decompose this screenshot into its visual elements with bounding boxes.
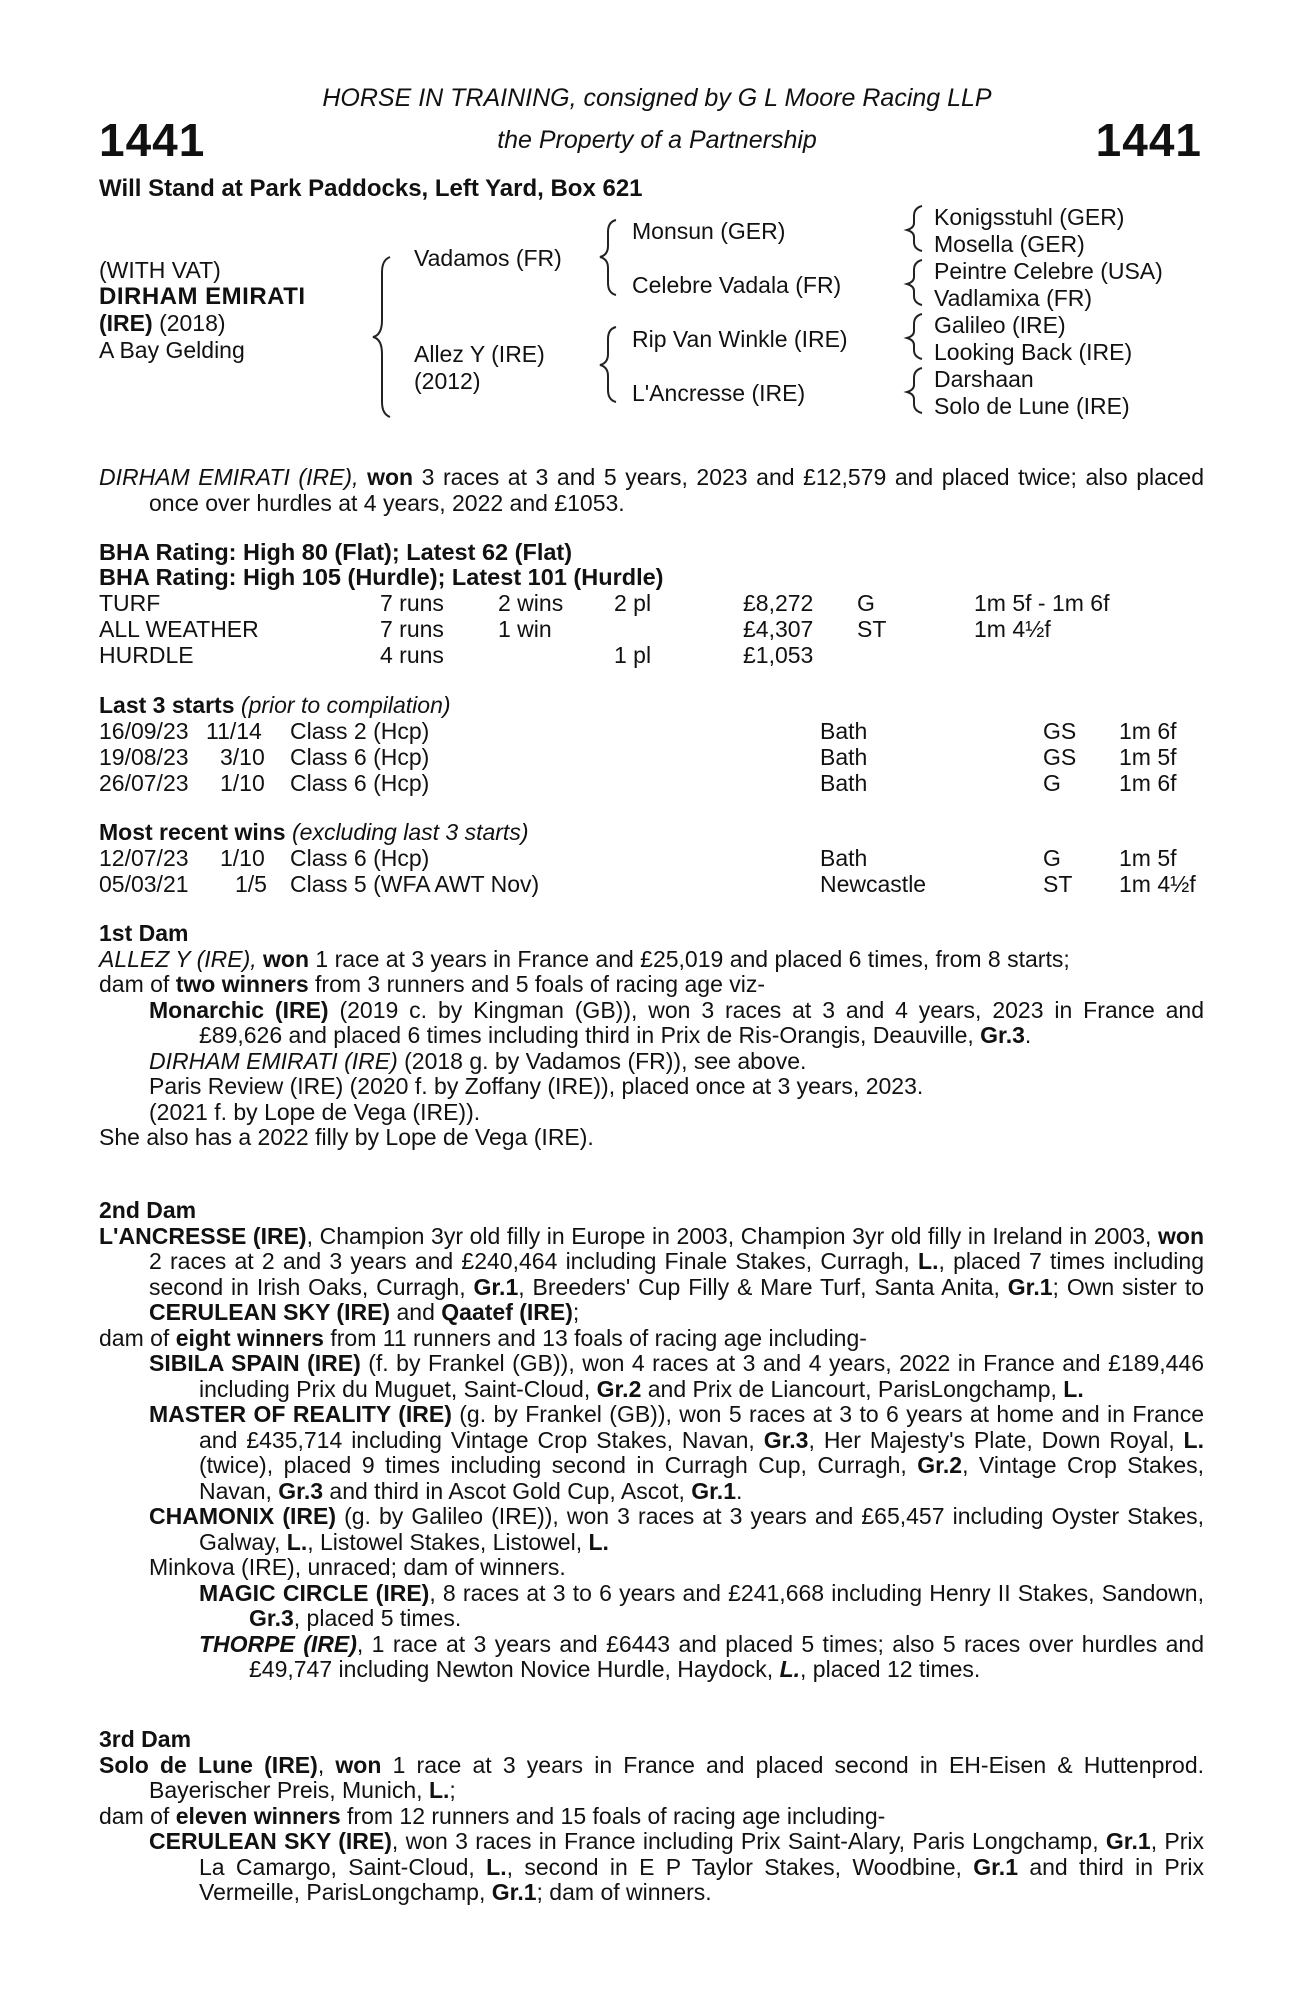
produce-name: CERULEAN SKY (IRE) <box>149 1828 392 1854</box>
granddam-maternal: L'Ancresse (IRE) <box>632 380 806 406</box>
start-course: Bath <box>820 718 868 744</box>
win-distance: 1m 5f <box>1119 845 1177 871</box>
t: . <box>736 1477 743 1504</box>
record-prize: £4,307 <box>743 616 814 642</box>
horse-year: (2018) <box>159 310 226 336</box>
win-position: 1/10 <box>220 845 265 871</box>
t: , Listowel Stakes, Listowel, <box>307 1528 589 1555</box>
produce-name: THORPE (IRE) <box>199 1630 357 1657</box>
win-class: Class 6 (Hcp) <box>290 845 430 871</box>
start-course: Bath <box>820 770 868 796</box>
record-row-hurdle <box>99 643 1209 669</box>
grade-label: Gr.3 <box>763 1426 809 1453</box>
third-dam-title: 3rd Dam <box>99 1726 192 1752</box>
rating-hurdle: BHA Rating: High 105 (Hurdle); Latest 101 (Hurdle) <box>99 564 664 590</box>
produce-name: CHAMONIX (IRE) <box>149 1503 336 1529</box>
gen3-4: Vadlamixa (FR) <box>934 285 1093 311</box>
recent-wins-note: (excluding last 3 starts) <box>285 819 529 845</box>
gen3-8: Solo de Lune (IRE) <box>934 393 1130 419</box>
horse-name: DIRHAM EMIRATI <box>99 283 306 310</box>
t: (twice), placed 9 times including second in Curragh Cup, Curragh, <box>199 1452 918 1478</box>
won: won <box>1158 1222 1204 1249</box>
first-dam-section <box>99 921 1204 1151</box>
recent-wins-title: Most recent wins <box>99 819 286 845</box>
record-surface: HURDLE <box>99 642 194 668</box>
record-distance: 1m 4½f <box>974 616 1051 642</box>
start-distance: 1m 6f <box>1119 718 1177 744</box>
dam1-name: ALLEZ Y (IRE), <box>99 945 257 972</box>
start-going: GS <box>1043 718 1077 744</box>
dam3-name: Solo de Lune (IRE) <box>99 1751 318 1778</box>
start-going: GS <box>1043 744 1077 770</box>
start-position: 11/14 <box>206 718 262 744</box>
gen3-2: Mosella (GER) <box>934 231 1085 257</box>
grade-label: Gr.2 <box>596 1375 642 1402</box>
dam1-produce-text: from 3 runners and 5 foals of racing age viz- <box>308 971 766 997</box>
dam1-note: She also has a 2022 filly by Lope de Vega (IRE). <box>99 1124 594 1150</box>
win-going: G <box>1043 845 1061 871</box>
produce-magic-circle <box>99 1581 1204 1632</box>
sire-name: Vadamos (FR) <box>414 245 562 271</box>
produce-chamonix <box>99 1504 1204 1555</box>
record-wins: 2 wins <box>498 590 564 616</box>
start-course: Bath <box>820 744 868 770</box>
t: and third in Prix Vermeille, ParisLongchamp, <box>199 1853 1204 1905</box>
lot-number-left: 1441 <box>99 114 206 166</box>
t: and third in Ascot Gold Cup, Ascot, <box>323 1477 692 1504</box>
gen3-5: Galileo (IRE) <box>934 312 1066 338</box>
last-starts-heading <box>99 693 451 719</box>
dam2-name: L'ANCRESSE (IRE) <box>99 1222 307 1249</box>
t: , 8 races at 3 to 6 years and £241,668 including Henry II Stakes, Sandown, <box>429 1579 1204 1606</box>
punct: . <box>1024 1022 1032 1048</box>
t: ; <box>449 1777 456 1803</box>
record-row-all-weather <box>99 617 1209 643</box>
t: , placed 5 times. <box>293 1605 462 1631</box>
produce-sibila <box>99 1351 1204 1402</box>
record-going: ST <box>857 616 887 642</box>
t: , placed 7 times including second in Irish Oaks, Curragh, <box>149 1248 1204 1300</box>
listed: L. <box>286 1528 308 1555</box>
record-placed: 1 pl <box>614 642 652 668</box>
t: dam of <box>99 1802 176 1829</box>
start-date: 26/07/23 <box>99 770 189 796</box>
listed: L. <box>779 1656 801 1682</box>
rating-flat: BHA Rating: High 80 (Flat); Latest 62 (Flat) <box>99 539 573 565</box>
produce-monarchic <box>99 998 1204 1049</box>
listed: L. <box>428 1777 450 1803</box>
t: , Vintage Crop Stakes, Navan, <box>199 1452 1204 1504</box>
record-runs: 7 runs <box>380 616 444 642</box>
grandsire-maternal: Rip Van Winkle (IRE) <box>632 326 848 352</box>
grade-label: Gr.1 <box>491 1879 537 1905</box>
win-class: Class 5 (WFA AWT Nov) <box>290 871 540 897</box>
produce-2021: (2021 f. by Lope de Vega (IRE)). <box>149 1098 481 1125</box>
gen3-1: Konigsstuhl (GER) <box>934 204 1125 230</box>
produce-text: (2019 c. by Kingman (GB)), won 3 races at 3 and 4 years, 2023 in France and £89,626 and placed 6 times including third in Prix de Ris-Orangis, Deauville, <box>199 996 1204 1048</box>
t: and <box>390 1299 442 1325</box>
grade-label: Gr.1 <box>1105 1828 1151 1854</box>
start-row <box>99 745 1209 771</box>
vat-label: (WITH VAT) <box>99 257 221 283</box>
won: won <box>335 1751 382 1778</box>
start-class: Class 2 (Hcp) <box>290 718 430 744</box>
t: ; dam of winners. <box>536 1879 712 1905</box>
t: ; <box>572 1299 580 1325</box>
start-date: 19/08/23 <box>99 744 189 770</box>
produce-name: DIRHAM EMIRATI (IRE) <box>149 1047 398 1074</box>
start-date: 16/09/23 <box>99 718 189 744</box>
recent-wins-heading <box>99 820 528 846</box>
record-placed: 2 pl <box>614 590 652 616</box>
produce-name: MAGIC CIRCLE (IRE) <box>199 1579 430 1606</box>
second-dam-title: 2nd Dam <box>99 1197 197 1223</box>
produce-cerulean-sky <box>99 1829 1204 1906</box>
first-dam-title: 1st Dam <box>99 920 189 946</box>
win-date: 12/07/23 <box>99 845 189 871</box>
produce-name: Monarchic (IRE) <box>149 996 329 1023</box>
grandsire-paternal: Monsun (GER) <box>632 218 786 244</box>
start-distance: 1m 5f <box>1119 744 1177 770</box>
grade-label: Gr.1 <box>1007 1273 1053 1300</box>
t: , 1 race at 3 years and £6443 and placed 5 times; also 5 races over hurdles and £49,747 including Newton Novice Hurdle, Haydock, <box>249 1630 1204 1682</box>
produce-master-of-reality <box>99 1402 1204 1504</box>
record-distance: 1m 5f - 1m 6f <box>974 590 1110 616</box>
record-row-turf <box>99 591 1209 617</box>
t: (g. by Galileo (IRE)), won 3 races at 3 years and £65,457 including Oyster Stakes, Galway, <box>199 1503 1204 1555</box>
stand-location: Will Stand at Park Paddocks, Left Yard, Box 621 <box>99 175 643 202</box>
start-position: 1/10 <box>220 770 265 796</box>
t: (g. by Frankel (GB)), won 5 races at 3 to 6 years at home and in France and £435,714 including Vintage Crop Stakes, Navan, <box>199 1401 1205 1453</box>
start-distance: 1m 6f <box>1119 770 1177 796</box>
record-runs: 7 runs <box>380 590 444 616</box>
produce-paris-review: Paris Review (IRE) (2020 f. by Zoffany (IRE)), placed once at 3 years, 2023. <box>149 1073 924 1099</box>
t: , won 3 races in France including Prix Saint-Alary, Paris Longchamp, <box>391 1828 1106 1854</box>
grade-label: Gr.1 <box>691 1477 736 1504</box>
listed: L. <box>588 1528 609 1555</box>
grade-label: Gr.3 <box>278 1477 324 1504</box>
win-position: 1/5 <box>235 871 267 897</box>
win-course: Bath <box>820 845 868 871</box>
t: , Breeders' Cup Filly & Mare Turf, Santa Anita, <box>518 1273 1008 1300</box>
win-row <box>99 872 1209 898</box>
win-date: 05/03/21 <box>99 871 189 897</box>
third-dam-section <box>99 1727 1204 1906</box>
listed: L. <box>1063 1375 1084 1402</box>
consignor-line: HORSE IN TRAINING, consigned by G L Moore Racing LLP <box>322 84 992 112</box>
t: from 11 runners and 13 foals of racing age including- <box>323 1324 867 1351</box>
record-wins: 1 win <box>498 616 552 642</box>
sibling: CERULEAN SKY (IRE) <box>149 1299 391 1325</box>
start-going: G <box>1043 770 1061 796</box>
summary-horse: DIRHAM EMIRATI (IRE), <box>99 464 359 490</box>
t: ; Own sister to <box>1052 1273 1205 1300</box>
t: , second in E P Taylor Stakes, Woodbine, <box>506 1853 974 1880</box>
horse-description: A Bay Gelding <box>99 337 245 363</box>
produce-name: MASTER OF REALITY (IRE) <box>149 1401 452 1427</box>
t: from 12 runners and 15 foals of racing age including- <box>340 1802 886 1829</box>
dam3-winners: eleven winners <box>175 1802 341 1829</box>
record-prize: £1,053 <box>743 642 814 668</box>
dam2-record <box>99 1224 1204 1326</box>
grade-label: Gr.2 <box>917 1452 963 1478</box>
record-surface: ALL WEATHER <box>99 616 259 642</box>
grade-label: Gr.1 <box>473 1273 519 1300</box>
record-going: G <box>857 590 875 616</box>
t: dam of <box>99 1324 176 1351</box>
t: , Champion 3yr old filly in Europe in 2003, Champion 3yr old filly in Ireland in 2003, <box>306 1222 1158 1249</box>
dam2-winners: eight winners <box>175 1324 324 1351</box>
produce-thorpe <box>99 1632 1204 1683</box>
dam1-record: 1 race at 3 years in France and £25,019 and placed 6 times, from 8 starts; <box>309 945 1070 972</box>
grade-label: Gr.3 <box>249 1605 294 1631</box>
start-class: Class 6 (Hcp) <box>290 770 430 796</box>
summary-won: won <box>367 464 414 490</box>
t: (f. by Frankel (GB)), won 4 races at 3 and 4 years, 2022 in France and £189,446 including Prix du Muguet, Saint-Cloud, <box>199 1350 1205 1402</box>
race-summary <box>99 465 1204 516</box>
dam1-winners: two winners <box>175 971 309 997</box>
grade-label: Gr.1 <box>973 1853 1018 1880</box>
start-row <box>99 771 1209 797</box>
gen3-3: Peintre Celebre (USA) <box>934 258 1163 284</box>
win-distance: 1m 4½f <box>1119 871 1196 897</box>
win-course: Newcastle <box>820 871 927 897</box>
last-starts-title: Last 3 starts <box>99 692 235 718</box>
horse-suffix: (IRE) <box>99 310 153 336</box>
produce-dirham <box>99 1049 1204 1075</box>
t: and Prix de Liancourt, ParisLongchamp, <box>641 1375 1064 1402</box>
dam1-produce-prefix: dam of <box>99 971 176 997</box>
t: , Prix La Camargo, Saint-Cloud, <box>199 1828 1204 1880</box>
gen3-6: Looking Back (IRE) <box>934 339 1133 365</box>
t: , Her Majesty's Plate, Down Royal, <box>808 1426 1184 1453</box>
last-starts-note: (prior to compilation) <box>234 692 451 718</box>
property-line: the Property of a Partnership <box>497 126 817 154</box>
listed: L. <box>918 1248 939 1274</box>
record-runs: 4 runs <box>380 642 444 668</box>
t: 2 races at 2 and 3 years and £240,464 including Finale Stakes, Curragh, <box>149 1248 919 1274</box>
sibling: Qaatef (IRE) <box>441 1299 573 1325</box>
grade-label: Gr.3 <box>980 1022 1025 1048</box>
listed: L. <box>486 1853 507 1880</box>
win-row <box>99 846 1209 872</box>
win-going: ST <box>1043 871 1073 897</box>
dam1-won: won <box>263 945 310 972</box>
second-dam-section <box>99 1198 1204 1683</box>
listed: L. <box>1183 1426 1204 1453</box>
record-prize: £8,272 <box>743 590 814 616</box>
gen3-7: Darshaan <box>934 366 1034 392</box>
t: 1 race at 3 years in France and placed second in EH-Eisen & Huttenprod. Bayerischer Preis, Munich, <box>149 1751 1204 1803</box>
produce-text: (2018 g. by Vadamos (FR)), see above. <box>397 1047 807 1074</box>
start-row <box>99 719 1209 745</box>
granddam-paternal: Celebre Vadala (FR) <box>632 272 842 298</box>
start-position: 3/10 <box>220 744 265 770</box>
t: , placed 12 times. <box>800 1656 981 1682</box>
dam-name: Allez Y (IRE) <box>414 341 545 367</box>
produce-name: SIBILA SPAIN (IRE) <box>149 1350 361 1376</box>
dam-year: (2012) <box>414 368 481 394</box>
summary-text: 3 races at 3 and 5 years, 2023 and £12,579 and placed twice; also placed once over hurdles at 4 years, 2022 and £1053. <box>149 464 1205 516</box>
lot-number-right: 1441 <box>1095 114 1202 166</box>
produce-minkova: Minkova (IRE), unraced; dam of winners. <box>149 1554 566 1580</box>
start-class: Class 6 (Hcp) <box>290 744 430 770</box>
t: , <box>317 1751 336 1778</box>
record-surface: TURF <box>99 590 161 616</box>
dam3-record <box>99 1753 1204 1804</box>
